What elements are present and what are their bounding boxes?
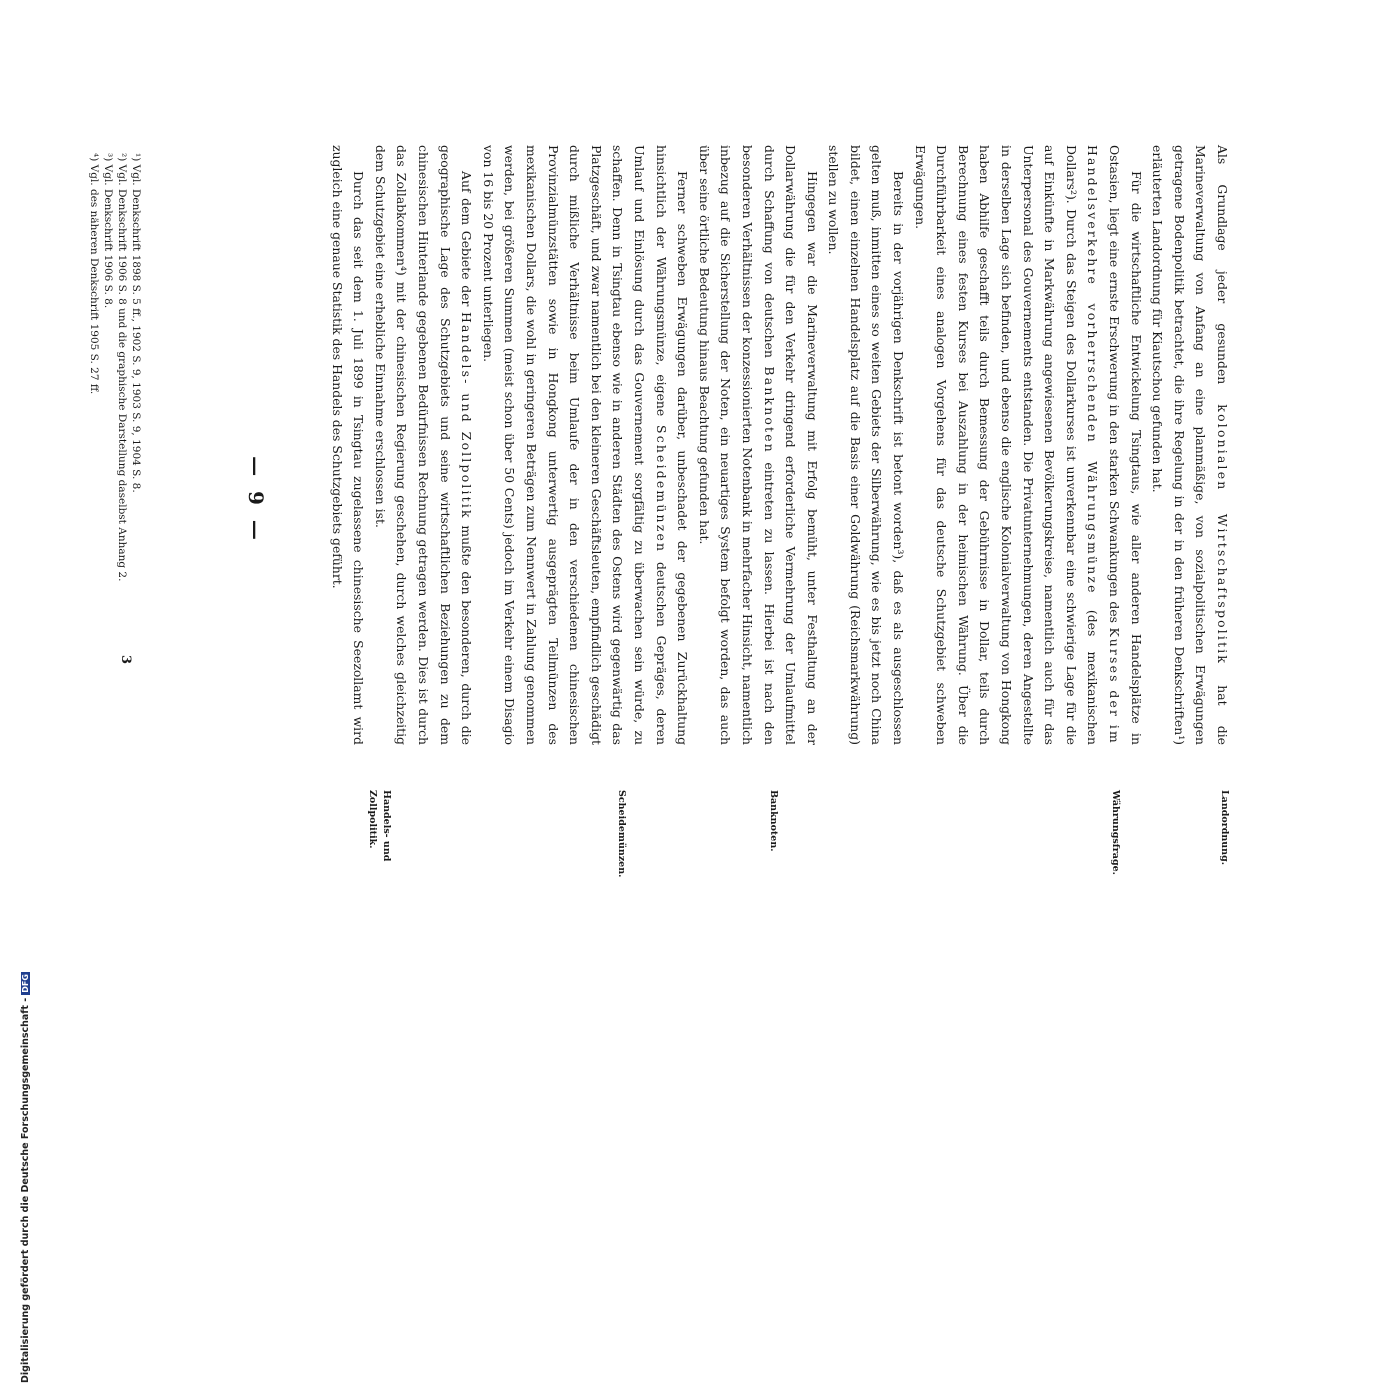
paragraph-text: Hingegen war die Marineverwaltung mit Erfolg bemüht, unter Festhaltung an der Dollarwährung die für den Verkehr dringend erforderliche Vermehrung der Umlaufmittel durch Schaffung von deutschen bbox=[761, 145, 820, 745]
emphasis-text: kolonialen Wirtschaftspolitik bbox=[1215, 404, 1230, 666]
footnotes bbox=[87, 145, 143, 745]
footnote: ³) Vgl. Denkschrift 1906 S. 8. bbox=[102, 153, 114, 309]
paragraph-text: hat die Marineverwaltung von Anfang an eine planmäßige, von sozialpolitischen Erwägungen getragene Bodenpolitik betrachtet, die ihre Regelung in der in den früheren Denkschriften¹) erläuterten Landordnung für Kiautschou gefunden hat. bbox=[1150, 145, 1230, 746]
emphasis-text: Handels- und Zollpolitik bbox=[459, 312, 475, 520]
paragraph-text: deutschen Gepräges, deren Umlauf und Einlösung durch das Gouvernement sorgfältig zu überwachen sein würde, zu schaffen. Denn in Tsingtau ebenso wie in anderen Städten des Ostens wird gegenwärtig das Platzgeschäft, und zwar namentlich bei den kleineren Geschäftsleuten, empfindlich geschädigt durch mißliche Verhältnisse beim Umlaufe der in den verschiedenen chinesischen Provinzialmünzstätten sowie in Hongkong unterwertig ausgeprägten Teilmünzen des mexikanischen Dollars, die wohl in geringeren Beträgen zum Nennwert in Zahlung genommen werden, bei größeren Summen (meist schon über 50 Cents) jedoch im Verkehr einem Disagio von 16 bis 20 Prozent unterliegen. bbox=[480, 145, 669, 745]
paragraph-text: eintreten zu lassen. Hierbei ist nach den besonderen Verhältnissen der konzessionierten Notenbank in mehrfacher Hinsicht, namentlich inbezug auf die Sicherstellung der Noten, ein neuartiges System befolgt worden, das auch über seine örtliche Bedeutung hinaus Beachtung gefunden hat. bbox=[696, 145, 777, 745]
body-text bbox=[326, 145, 1233, 745]
paragraph-seezollamt bbox=[326, 145, 369, 745]
margin-note-scheidemuenzen: Scheidemünzen. bbox=[616, 790, 627, 878]
paragraph-text: Auf dem Gebiete der bbox=[459, 171, 475, 313]
paragraph-text: Bereits in der vorjährigen Denkschrift ist betont worden³), daß es als ausgeschlossen gelten muß, inmitten eines so weiten Gebiets der Silberwährung, wie es bis jetzt noch China bildet, einen einzelnen Handelsplatz auf die Basis einer Goldwährung (Reichsmarkwährung) stellen zu wollen. bbox=[826, 145, 907, 745]
dfg-logo: DFG bbox=[21, 974, 30, 993]
paragraph-scheidemuenzen bbox=[477, 145, 693, 745]
paragraph-text: (des mexikanischen Dollars²). Durch das Steigen des Dollarkurses ist unverkennbar eine schwierige Lage für die auf Einkünfte in Markwährung angewiesenen Bevölkerungskreise, namentlich auch für das Unterpersonal des Gouvernements entstanden. Die Privatunternehmungen, deren Angestellte in derselben Lage sich befinden, und ebenso die englische Kolonialverwaltung von Hongkong haben Abhilfe geschafft teils durch Bemessung der Gebührnisse in Dollar, teils durch Berechnung eines festen Kurses bei Auszahlung in der heimischen Währung. Über die Durchführbarkeit eines analogen Vorgehens für das deutsche Schutzgebiet schweben Erwägungen. bbox=[912, 145, 1101, 745]
digitization-credit bbox=[20, 963, 31, 1383]
footnote: ⁴) Vgl. des näheren Denkschrift 1905 S. 27 ff. bbox=[88, 153, 100, 395]
sheet-number: 3 bbox=[118, 655, 133, 665]
paragraph-waehrung bbox=[909, 145, 1147, 745]
emphasis-text: Scheidemünzen bbox=[653, 425, 669, 554]
paragraph-text: Für die wirtschaftliche Entwickelung Tsingtaus, wie aller anderen Handelsplätze in Ostasien, liegt eine ernste Erschwerung in den starken Schwankungen des bbox=[1107, 145, 1144, 745]
paragraph-zollpolitik bbox=[369, 145, 477, 745]
credit-text: Digitalisierung gefördert durch die Deutsche Forschungsgemeinschaft - bbox=[20, 997, 31, 1383]
paragraph-bodenpolitik bbox=[1147, 145, 1233, 745]
margin-note-banknoten: Banknoten. bbox=[768, 790, 779, 852]
paragraph-text: Durch das seit dem 1. Juli 1899 in Tsingtau zugelassene chinesische Seezollamt wird zugleich eine genaue Statistik des Handels des Schutzgebiets geführt. bbox=[329, 145, 367, 745]
emphasis-text: Kurses der im Handelsverkehre vorherrschenden Währungsmünze bbox=[1085, 145, 1123, 745]
paragraph-silberwaehrung bbox=[823, 145, 909, 745]
emphasis-text: Banknoten bbox=[761, 366, 777, 454]
margin-note-waehrungsfrage: Währungsfrage. bbox=[1110, 790, 1121, 875]
paragraph-text: Ferner schweben Erwägungen darüber, unbeschadet der gegebenen Zurückhaltung hinsichtlich der Währungsmünze, eigene bbox=[653, 145, 691, 745]
paragraph-banknoten bbox=[693, 145, 823, 745]
paragraph-text: Als Grundlage jeder gesunden bbox=[1215, 145, 1230, 405]
page-number: — 9 — bbox=[244, 456, 268, 544]
margin-note-landordnung: Landordnung. bbox=[1219, 790, 1230, 866]
paragraph-text: mußte den besonderen, durch die geographische Lage des Schutzgebiets und seine wirtschaftlichen Beziehungen zu dem chinesischen Hinterlande gegebenen Bedürfnissen Rechnung getragen werden. Dies ist durch das Zollabkommen⁴) mit der chinesischen Regierung geschehen, durch welches gleichzeitig dem Schutzgebiet eine erhebliche Einnahme erschlossen ist. bbox=[372, 145, 475, 745]
margin-note-zollpolitik: Handels- und Zollpolitik. bbox=[367, 790, 392, 862]
footnote: ²) Vgl. Denkschrift 1906 S. 8 und die graphische Darstellung daselbst Anhang 2. bbox=[116, 153, 128, 582]
footnote: ¹) Vgl. Denkschrift 1898 S. 5 ff., 1902 S. 9, 1903 S. 9, 1904 S. 8. bbox=[130, 153, 142, 493]
